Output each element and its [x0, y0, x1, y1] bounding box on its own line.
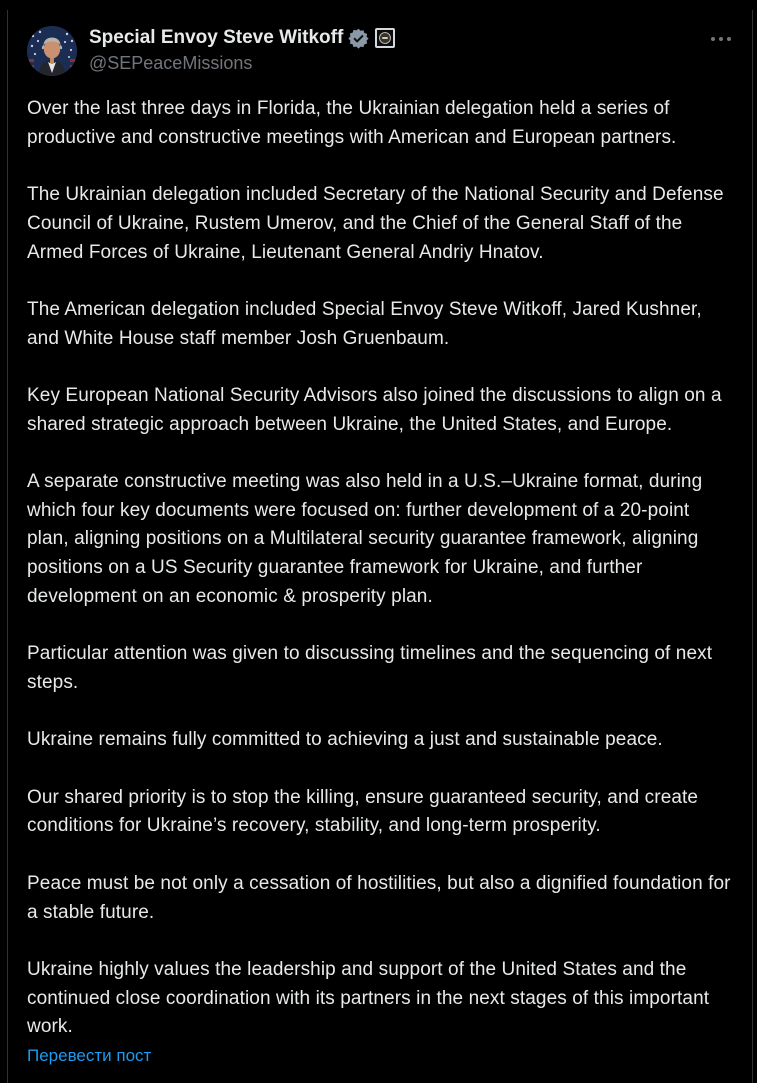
tweet-header: [27, 26, 733, 76]
author-name-row: [89, 27, 709, 49]
avatar-photo-icon: [27, 26, 77, 76]
more-icon: [719, 37, 723, 41]
tweet-paragraph: Particular attention was given to discussing timelines and the sequencing of next steps.: [27, 643, 713, 693]
translate-post-link[interactable]: Перевести пост: [27, 1046, 152, 1066]
tweet-paragraph: The American delegation included Special Envoy Steve Witkoff, Jared Kushner, and White House staff member Josh Gruenbaum.: [27, 298, 702, 349]
avatar[interactable]: [27, 26, 77, 76]
tweet-paragraph: Key European National Security Advisors also joined the discussions to align on a shared strategic approach between Ukraine, the United States, and Europe.: [27, 384, 722, 435]
tweet-paragraph: The Ukrainian delegation included Secretary of the National Security and Defense Council of Ukraine, Rustem Umerov, and the Chief of the General Staff of the Armed Forces of Ukraine, Lieutenant General Andriy Hnatov.: [27, 184, 724, 263]
author-handle[interactable]: @SEPeaceMissions: [89, 53, 253, 73]
more-button[interactable]: [709, 27, 733, 51]
more-icon: [711, 37, 715, 41]
author-display-name[interactable]: Special Envoy Steve Witkoff: [89, 27, 344, 48]
tweet-text: [27, 95, 733, 1042]
tweet[interactable]: [8, 0, 753, 1066]
tweet-paragraph: Ukraine remains fully committed to achieving a just and sustainable peace.: [27, 729, 663, 751]
tweet-paragraph: A separate constructive meeting was also held in a U.S.–Ukraine format, during which four key documents were focused on: further development of a 20-point plan, aligning positions on a Multilateral security guarantee framework, aligning positions on a US Security guarantee framework for Ukraine, and further development on an economic & prosperity plan.: [27, 471, 703, 607]
tweet-paragraph: Peace must be not only a cessation of hostilities, but also a dignified foundation for a stable future.: [27, 872, 731, 923]
government-seal-icon: [379, 32, 391, 44]
verified-badge-icon[interactable]: [348, 28, 369, 49]
tweet-paragraph: Over the last three days in Florida, the Ukrainian delegation held a series of productive and constructive meetings with American and European partners.: [27, 98, 677, 148]
author-block: [89, 26, 709, 74]
more-icon: [727, 37, 731, 41]
tweet-paragraph: Ukraine highly values the leadership and support of the United States and the continued close coordination with its partners in the next stages of this important work.: [27, 958, 710, 1038]
affiliation-badge-icon[interactable]: [375, 28, 395, 48]
tweet-paragraph: Our shared priority is to stop the killing, ensure guaranteed security, and create conditions for Ukraine’s recovery, stability, and long-term prosperity.: [27, 786, 699, 837]
